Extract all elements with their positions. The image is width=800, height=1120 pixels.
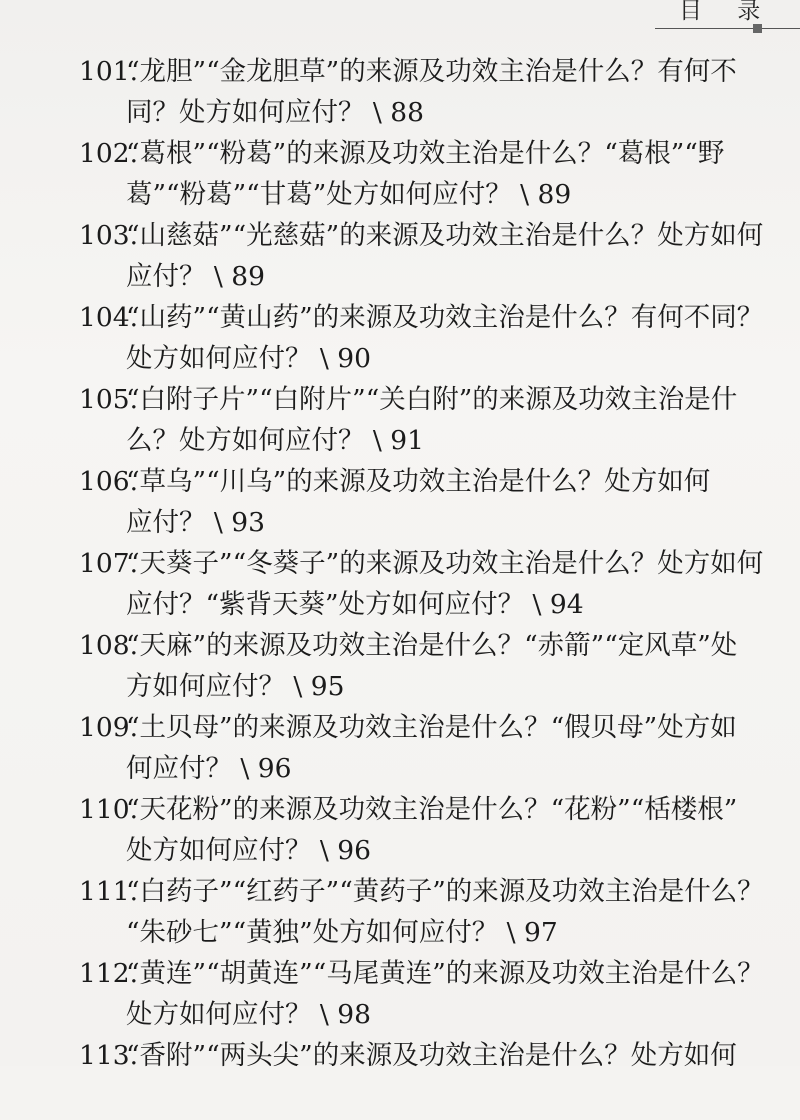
toc-entry-text-line1: “山药”“黄山药”的来源及功效主治是什么？有何不同？ bbox=[126, 302, 764, 333]
running-head-title: 目 录 bbox=[679, 0, 775, 24]
toc-entry-105 bbox=[0, 382, 800, 464]
toc-entry-number: 112. bbox=[79, 958, 139, 989]
toc-entry-text-line1: “土贝母”的来源及功效主治是什么？“假贝母”处方如 bbox=[126, 712, 737, 743]
toc-entry-number: 101. bbox=[79, 56, 139, 87]
toc-entry-text-line2: 应付？ \ 93 bbox=[126, 507, 265, 538]
toc-entry-text-line2: 何应付？ \ 96 bbox=[126, 753, 292, 784]
toc-entry-text-line2: 应付？“紫背天葵”处方如何应付？ \ 94 bbox=[126, 589, 584, 620]
toc-entry-number: 113. bbox=[79, 1040, 139, 1071]
toc-entry-text-line1: “草乌”“川乌”的来源及功效主治是什么？处方如何 bbox=[126, 466, 711, 497]
toc-entry-text-line1: “天麻”的来源及功效主治是什么？“赤箭”“定风草”处 bbox=[126, 630, 738, 661]
toc-entry-text-line2: 应付？ \ 89 bbox=[126, 261, 265, 292]
toc-entry-number: 105. bbox=[79, 384, 139, 415]
toc-entry-text-line2: “朱砂七”“黄独”处方如何应付？ \ 97 bbox=[126, 917, 558, 948]
toc-entry-text-line1: “天花粉”的来源及功效主治是什么？“花粉”“栝楼根” bbox=[126, 794, 738, 825]
toc-entry-text-line2: 么？处方如何应付？ \ 91 bbox=[126, 425, 424, 456]
running-head bbox=[655, 0, 800, 29]
toc-entry-104 bbox=[0, 300, 800, 382]
toc-entry-number: 106. bbox=[79, 466, 139, 497]
toc-entry-text-line1: “白药子”“红药子”“黄药子”的来源及功效主治是什么？ bbox=[126, 876, 764, 907]
toc-entry-number: 109. bbox=[79, 712, 139, 743]
toc-entry-number: 103. bbox=[79, 220, 139, 251]
toc-entry-text-line2: 处方如何应付？ \ 96 bbox=[126, 835, 371, 866]
toc-entry-110 bbox=[0, 792, 800, 874]
running-head-marker bbox=[753, 24, 762, 33]
toc-entry-109 bbox=[0, 710, 800, 792]
toc-entry-number: 104. bbox=[79, 302, 139, 333]
toc-entry-102 bbox=[0, 136, 800, 218]
toc-entry-number: 107. bbox=[79, 548, 139, 579]
toc-entry-text-line1: “香附”“两头尖”的来源及功效主治是什么？处方如何 bbox=[126, 1040, 737, 1071]
toc-entry-text-line1: “葛根”“粉葛”的来源及功效主治是什么？“葛根”“野 bbox=[126, 138, 725, 169]
toc-entry-text-line1: “黄连”“胡黄连”“马尾黄连”的来源及功效主治是什么？ bbox=[126, 958, 764, 989]
toc-entry-103 bbox=[0, 218, 800, 300]
toc-entry-text-line1: “天葵子”“冬葵子”的来源及功效主治是什么？处方如何 bbox=[126, 548, 764, 579]
toc-entry-number: 111. bbox=[79, 876, 139, 907]
toc-entry-text-line2: 同？处方如何应付？ \ 88 bbox=[126, 97, 424, 128]
toc-entry-text-line2: 处方如何应付？ \ 98 bbox=[126, 999, 371, 1030]
toc-entry-number: 102. bbox=[79, 138, 139, 169]
toc-entry-text-line2: 处方如何应付？ \ 90 bbox=[126, 343, 371, 374]
table-of-contents bbox=[0, 54, 800, 1120]
toc-entry-text-line1: “山慈菇”“光慈菇”的来源及功效主治是什么？处方如何 bbox=[126, 220, 764, 251]
toc-entry-101 bbox=[0, 54, 800, 136]
toc-entry-number: 110. bbox=[79, 794, 139, 825]
toc-entry-number: 108. bbox=[79, 630, 139, 661]
toc-entry-text-line2: 葛”“粉葛”“甘葛”处方如何应付？ \ 89 bbox=[126, 179, 572, 210]
toc-entry-113 bbox=[0, 1038, 800, 1120]
toc-entry-text-line1: “白附子片”“白附片”“关白附”的来源及功效主治是什 bbox=[126, 384, 738, 415]
toc-entry-107 bbox=[0, 546, 800, 628]
toc-entry-text-line1: “龙胆”“金龙胆草”的来源及功效主治是什么？有何不 bbox=[126, 56, 737, 87]
toc-entry-112 bbox=[0, 956, 800, 1038]
toc-entry-108 bbox=[0, 628, 800, 710]
toc-entry-106 bbox=[0, 464, 800, 546]
toc-entry-111 bbox=[0, 874, 800, 956]
toc-entry-text-line2: 方如何应付？ \ 95 bbox=[126, 671, 345, 702]
